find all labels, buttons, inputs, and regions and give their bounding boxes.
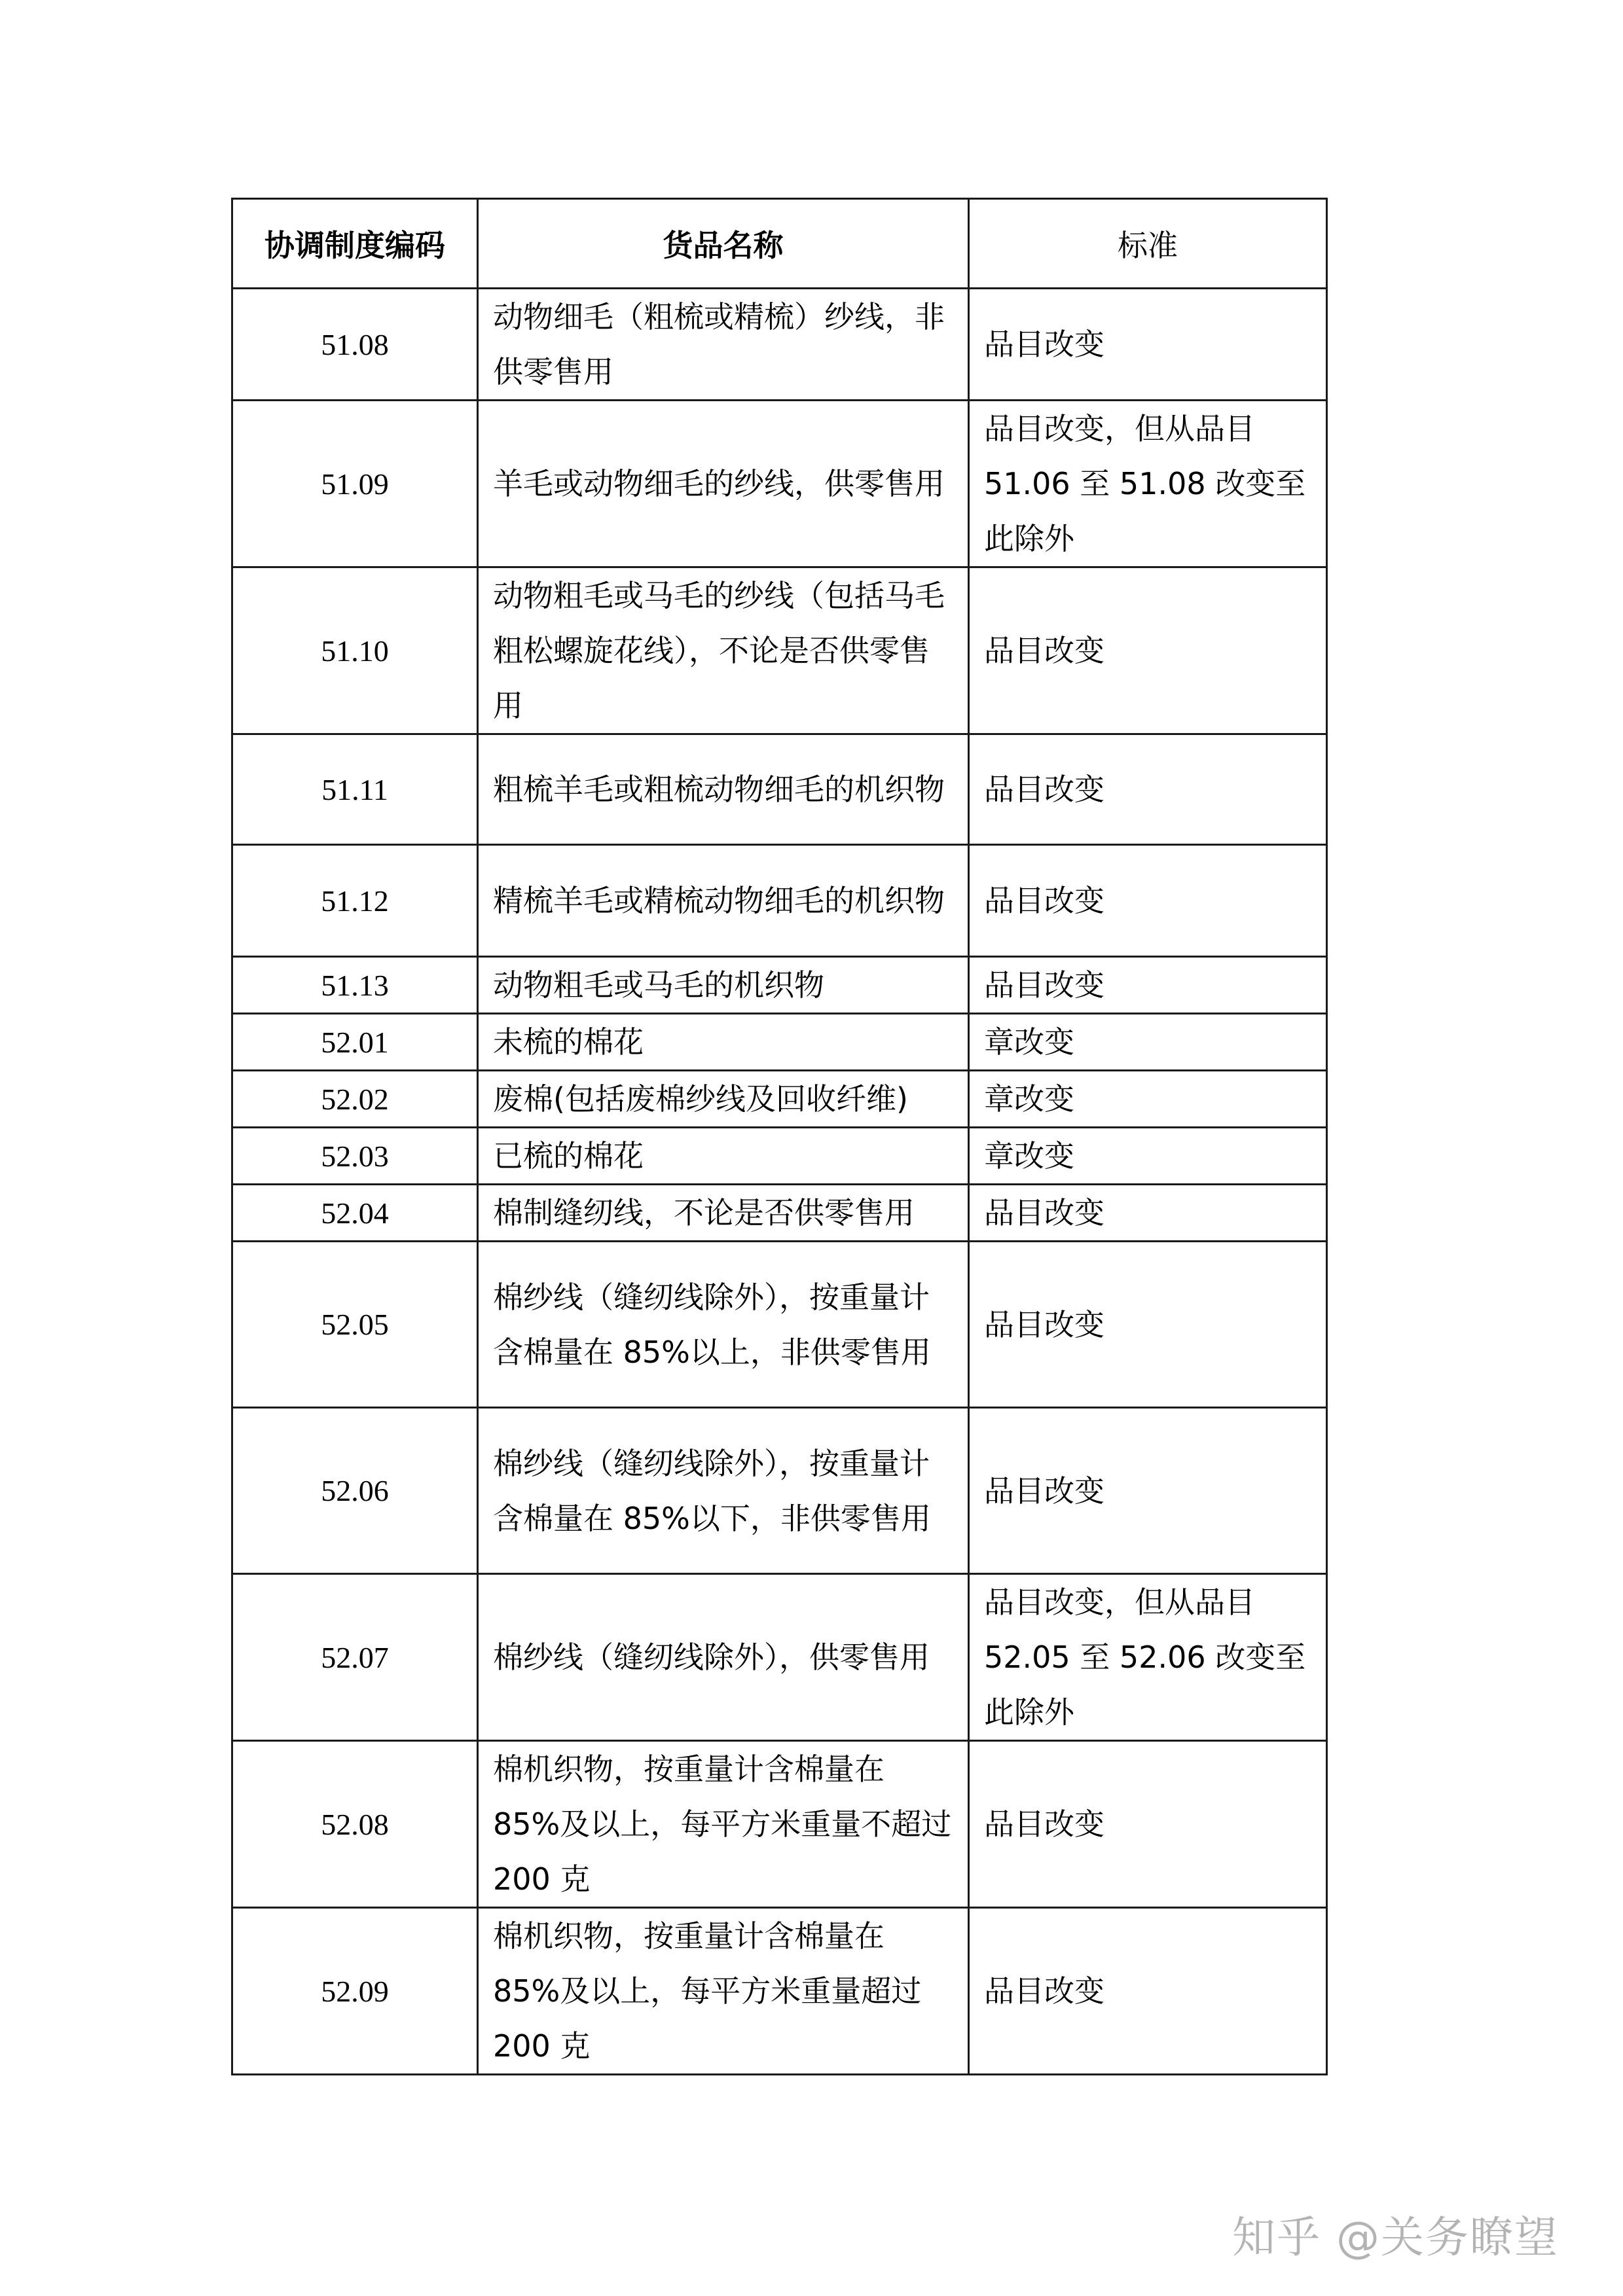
cell-goods-name: 棉纱线（缝纫线除外），按重量计含棉量在 85%以下，非供零售用	[478, 1408, 969, 1574]
cell-goods-name: 动物细毛（粗梳或精梳）纱线，非供零售用	[478, 289, 969, 401]
cell-standard: 品目改变	[969, 567, 1327, 734]
cell-hs-code: 51.11	[232, 734, 478, 845]
cell-goods-name: 未梳的棉花	[478, 1014, 969, 1071]
cell-standard: 品目改变	[969, 1185, 1327, 1242]
table-row	[232, 1242, 1327, 1408]
table-row	[232, 1071, 1327, 1128]
table-row	[232, 567, 1327, 734]
table-row	[232, 734, 1327, 845]
cell-goods-name: 粗梳羊毛或粗梳动物细毛的机织物	[478, 734, 969, 845]
cell-standard: 品目改变，但从品目 51.06 至 51.08 改变至此除外	[969, 401, 1327, 567]
cell-standard: 品目改变	[969, 289, 1327, 401]
cell-hs-code: 52.04	[232, 1185, 478, 1242]
cell-standard: 品目改变	[969, 734, 1327, 845]
table-row	[232, 1185, 1327, 1242]
table-row	[232, 1408, 1327, 1574]
cell-goods-name: 废棉(包括废棉纱线及回收纤维)	[478, 1071, 969, 1128]
table-row	[232, 289, 1327, 401]
table-header-row	[232, 199, 1327, 289]
cell-hs-code: 52.09	[232, 1908, 478, 2075]
cell-hs-code: 51.12	[232, 845, 478, 957]
header-goods-name: 货品名称	[478, 199, 969, 289]
cell-standard: 品目改变	[969, 957, 1327, 1014]
cell-goods-name: 棉机织物，按重量计含棉量在 85%及以上，每平方米重量不超过 200 克	[478, 1741, 969, 1908]
cell-hs-code: 52.08	[232, 1741, 478, 1908]
cell-standard: 章改变	[969, 1014, 1327, 1071]
cell-goods-name: 羊毛或动物细毛的纱线，供零售用	[478, 401, 969, 567]
table-row	[232, 845, 1327, 957]
cell-goods-name: 动物粗毛或马毛的机织物	[478, 957, 969, 1014]
cell-standard: 品目改变，但从品目 52.05 至 52.06 改变至此除外	[969, 1574, 1327, 1741]
hs-code-table	[231, 198, 1328, 2075]
cell-goods-name: 棉机织物，按重量计含棉量在 85%及以上，每平方米重量超过 200 克	[478, 1908, 969, 2075]
cell-goods-name: 动物粗毛或马毛的纱线（包括马毛粗松螺旋花线），不论是否供零售用	[478, 567, 969, 734]
table-row	[232, 401, 1327, 567]
cell-goods-name: 棉纱线（缝纫线除外），供零售用	[478, 1574, 969, 1741]
header-hs-code: 协调制度编码	[232, 199, 478, 289]
cell-goods-name: 精梳羊毛或精梳动物细毛的机织物	[478, 845, 969, 957]
table-row	[232, 1908, 1327, 2075]
cell-hs-code: 51.10	[232, 567, 478, 734]
cell-standard: 章改变	[969, 1071, 1327, 1128]
cell-goods-name: 棉纱线（缝纫线除外），按重量计含棉量在 85%以上，非供零售用	[478, 1242, 969, 1408]
cell-hs-code: 52.07	[232, 1574, 478, 1741]
table-body	[232, 289, 1327, 2075]
cell-hs-code: 52.06	[232, 1408, 478, 1574]
cell-hs-code: 52.05	[232, 1242, 478, 1408]
table-row	[232, 957, 1327, 1014]
table-row	[232, 1574, 1327, 1741]
cell-goods-name: 已梳的棉花	[478, 1128, 969, 1185]
cell-hs-code: 51.09	[232, 401, 478, 567]
cell-standard: 品目改变	[969, 1242, 1327, 1408]
cell-hs-code: 52.02	[232, 1071, 478, 1128]
cell-hs-code: 51.08	[232, 289, 478, 401]
table-row	[232, 1014, 1327, 1071]
table-row	[232, 1128, 1327, 1185]
cell-standard: 品目改变	[969, 1741, 1327, 1908]
cell-standard: 品目改变	[969, 845, 1327, 957]
cell-goods-name: 棉制缝纫线，不论是否供零售用	[478, 1185, 969, 1242]
table-row	[232, 1741, 1327, 1908]
cell-standard: 章改变	[969, 1128, 1327, 1185]
cell-standard: 品目改变	[969, 1408, 1327, 1574]
cell-hs-code: 51.13	[232, 957, 478, 1014]
watermark-text: 知乎 @关务瞭望	[1232, 2212, 1559, 2263]
cell-hs-code: 52.01	[232, 1014, 478, 1071]
cell-hs-code: 52.03	[232, 1128, 478, 1185]
header-standard: 标准	[969, 199, 1327, 289]
cell-standard: 品目改变	[969, 1908, 1327, 2075]
